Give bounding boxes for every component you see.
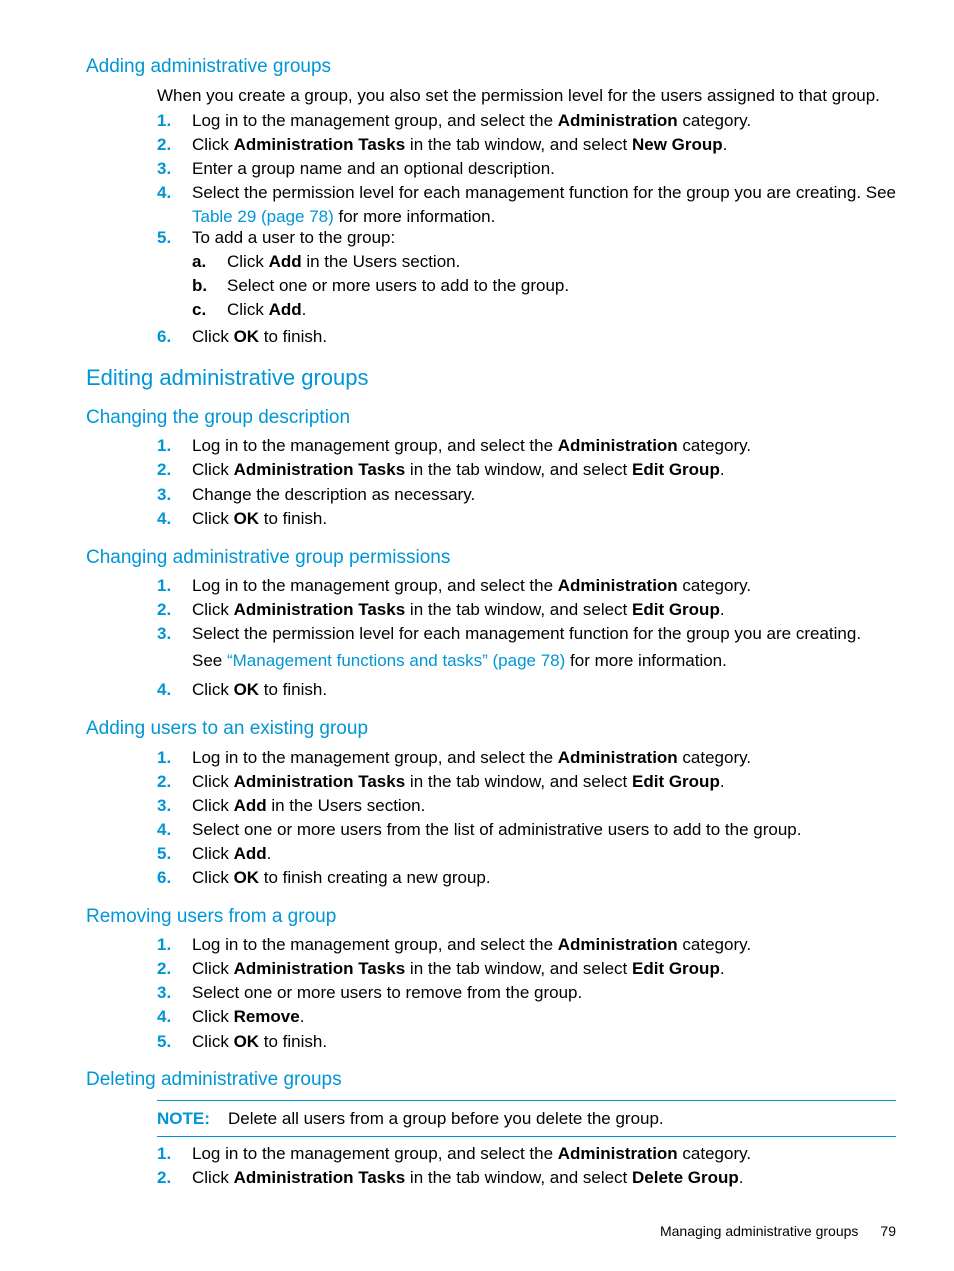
heading-add-users: Adding users to an existing group	[86, 718, 369, 739]
see-also-paragraph: See “Management functions and tasks” (page 78) for more information.	[192, 651, 727, 670]
heading-editing-groups: Editing administrative groups	[86, 365, 369, 390]
note-box	[157, 1100, 896, 1137]
footer-title: Managing administrative groups	[659, 1223, 859, 1239]
note-text: Delete all users from a group before you delete the group.	[228, 1109, 664, 1128]
table-29-link[interactable]: Table 29 (page 78)	[192, 207, 334, 226]
heading-adding-groups: Adding administrative groups	[86, 56, 332, 77]
page-footer	[660, 1221, 896, 1241]
heading-change-description: Changing the group description	[86, 407, 351, 428]
document-page: Adding administrative groups When you create a group, you also set the permission level for the users assigned to that group. 1. Log in to the management group, and select the Administration category. 2. Click Administration Tasks in the tab window, and select New Group. 3. Enter a group name and an optional description. 4. Select the permission level for each management function for the group you are creating. See Table 29 (page 78) for more information. 5. To add a user to the group: a. Click Add in the Users section. b. Select one or more users to add to the group. c. Click Add. 6. Click OK to finish. Editing administrative groups Changing the group description 1. Log in to the management group, and select the Administration category. 2. Click Administration Tasks in the tab window, and select Edit Group. 3. Change the description as necessary. 4. Click OK to finish. Changing administrative group permissions 1. Log in to the management group, and select the Administration category. 2. Click Administration Tasks in the tab window, and select Edit Group. 3. Select the permission level for each management function for the group you are creating. See “Management functions and tasks” (page 78) for more information. 4. Click OK to finish. Adding users to an existing group 1. Log in to the management group, and select the Administration category. 2. Click Administration Tasks in the tab window, and select Edit Group. 3. Click Add in the Users section. 4. Select one or more users from the list of administrative users to add to the group. 5. Click Add. 6. Click OK to finish creating a new group. Removing users from a group 1. Log in to the management group, and select the Administration category. 2. Click Administration Tasks in the tab window, and select Edit Group. 3. Select one or more users to remove from the group. 4. Click Remove. 5. Click OK to finish. Deleting administrative groups NOTE: Delete all users from a group before you delete the group. 1. Log in to the management group, and select the Administration category. 2. Click Administration Tasks in the tab window, and select Delete Group. Managing administrative groups 79	[0, 0, 954, 1271]
note-label: NOTE:	[157, 1109, 210, 1128]
page-number: 79	[880, 1223, 896, 1239]
management-functions-link[interactable]: “Management functions and tasks” (page 78)	[226, 651, 566, 670]
intro-paragraph: When you create a group, you also set the permission level for the users assigned to that group.	[157, 86, 880, 105]
heading-remove-users: Removing users from a group	[86, 906, 337, 927]
heading-delete-groups: Deleting administrative groups	[86, 1069, 342, 1090]
heading-change-permissions: Changing administrative group permissions	[86, 547, 451, 568]
